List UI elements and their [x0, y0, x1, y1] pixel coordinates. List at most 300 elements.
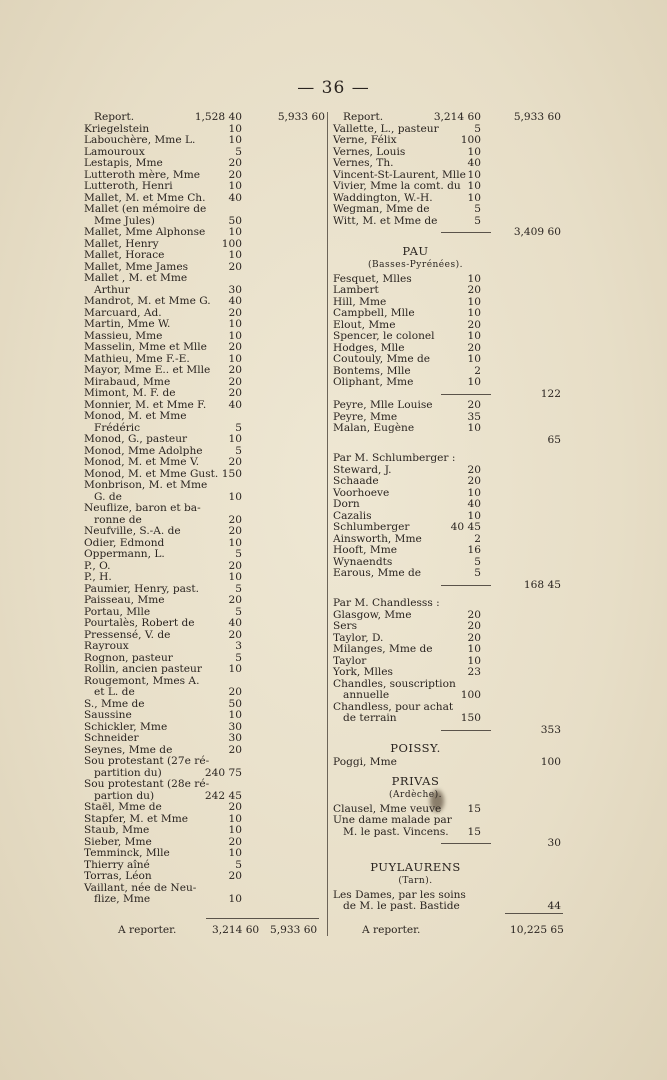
right-entry-row — [333, 158, 563, 170]
left-entry-name: Pourtalès, Robert de — [84, 617, 195, 629]
right-entry-row — [333, 112, 563, 124]
chandless-entry-name: Taylor, D. — [333, 631, 384, 644]
schlumberger-entry-amount: 10 — [467, 509, 481, 522]
chandless-entry-row — [333, 667, 563, 679]
left-entry-name: Schickler, Mme — [84, 720, 168, 733]
left-entry-name: Thierry aîné — [84, 858, 150, 871]
right-entry-amount: 3,214 60 — [433, 111, 481, 123]
schlumberger-total-rule — [441, 585, 491, 586]
left-entry-row — [84, 227, 324, 239]
left-entry-name: Mimont, M. F. de — [84, 387, 176, 399]
pau-entry-name: Oliphant, Mme — [333, 376, 414, 388]
left-entry-amount: 20 — [228, 870, 242, 882]
privas-title-row — [333, 773, 563, 790]
left-entry-amount: 20 — [228, 157, 242, 169]
spacer — [333, 239, 563, 246]
left-entry-amount: 40 — [228, 398, 242, 411]
right-entry-amount: 10 — [467, 191, 481, 204]
left-entry-name: Massieu, Mme — [84, 329, 163, 342]
left-entry-name: Mallet , M. et Mme — [84, 272, 188, 284]
left-entry-name: Labouchère, Mme L. — [84, 134, 196, 146]
right-entry-amount: 10 — [467, 145, 481, 158]
left-entry-name: Lutteroth, Henri — [84, 180, 173, 192]
left-entry-row — [84, 457, 324, 469]
left-entry-amount: 10 — [228, 180, 242, 192]
right-entry-name: Wegman, Mme de — [333, 203, 430, 215]
privas-entry-row — [333, 815, 563, 827]
schlumberger-entry-amount: 5 — [474, 567, 481, 579]
chandless-entry-name: annuelle — [343, 689, 390, 701]
pau-entry-name: Lambert — [333, 284, 379, 296]
left-entry-name: Monod, M. et Mme V. — [84, 456, 200, 468]
left-entry-name: partion du) — [94, 789, 155, 802]
privas-subtitle: (Ardèche). — [389, 789, 442, 800]
left-entry-name: Mirabaud, Mme — [84, 375, 171, 388]
left-entry-amount: 10 — [228, 893, 242, 905]
left-entry-name: Mallet, M. et Mme Ch. — [84, 191, 206, 204]
schlumberger-entry-name: Steward, J. — [333, 463, 392, 476]
chandless-entry-amount: 10 — [467, 654, 481, 667]
left-entry-name: Monnier, M. et Mme F. — [84, 398, 207, 411]
right-entry-name: Vincent-St-Laurent, Mlle — [333, 168, 466, 181]
right-entry-amount: 10 — [467, 180, 481, 192]
chandless-total: 353 — [540, 723, 561, 736]
chandless-entry-name: Glasgow, Mme — [333, 608, 412, 621]
right-entry-amount: 40 — [467, 157, 481, 169]
left-entry-amount: 20 — [228, 628, 242, 641]
left-entry-row — [84, 848, 324, 860]
paris-total: 3,409 60 — [513, 226, 561, 238]
pau-entry-amount: 10 — [467, 295, 481, 308]
left-entry-amount: 30 — [228, 720, 242, 733]
left-entry-amount: 10 — [228, 352, 242, 365]
left-entry-name: Mandrot, M. et Mme G. — [84, 295, 211, 307]
pau-entry-amount: 10 — [467, 330, 481, 342]
chandless-entry-name: Chandles, souscription — [333, 677, 456, 690]
left-entry-name: Marcuard, Ad. — [84, 306, 162, 319]
pau2-entry-amount: 35 — [467, 410, 481, 423]
pau2-entry-amount: 10 — [467, 422, 481, 434]
left-entry-amount: 20 — [228, 743, 242, 756]
chandless-entry-row — [333, 690, 563, 702]
pau-entry-amount: 10 — [467, 272, 481, 285]
chandless-total-row — [333, 725, 563, 737]
left-entry-name: ronne de — [94, 513, 142, 526]
left-footer-rule — [206, 918, 319, 919]
left-entry-name: partition du) — [94, 766, 162, 779]
chandless-entry-name: Chandless, pour achat — [333, 700, 454, 713]
left-entry-name: Mallet, Mme James — [84, 260, 189, 273]
left-entry-amount: 10 — [228, 663, 242, 675]
pau2-total: 65 — [547, 433, 561, 446]
left-entry-amount: 10 — [228, 122, 242, 135]
schlumberger-entry-row — [333, 488, 563, 500]
left-entry-name: Vaillant, née de Neu- — [84, 881, 197, 894]
chandless-entry-name: Sers — [333, 620, 358, 632]
schlumberger-entry-row — [333, 568, 563, 580]
right-entry-name: Vernes, Th. — [333, 157, 394, 169]
left-entry-name: Mathieu, Mme F.-E. — [84, 352, 190, 365]
left-entry-amount: 40 — [228, 617, 242, 629]
pau-entry-amount: 20 — [467, 341, 481, 354]
left-entry-name: Mallet, Henry — [84, 237, 159, 250]
left-entry-name: Portau, Mlle — [84, 605, 151, 618]
left-entry-name: Saussine — [84, 709, 132, 721]
left-entry-amount: 5 — [235, 582, 242, 595]
chandless-entry-amount: 10 — [467, 643, 481, 655]
left-entry-name: Rayroux — [84, 640, 129, 652]
left-entry-amount: 5 — [235, 605, 242, 618]
pau-entry-amount: 10 — [467, 307, 481, 319]
left-entry-row — [84, 641, 324, 653]
left-entry-name: P., H. — [84, 571, 112, 583]
right-entry-name: Vallette, L., pasteur — [333, 122, 439, 135]
left-entry-row — [84, 687, 324, 699]
left-entry-row — [84, 181, 324, 193]
left-entry-name: Seynes, Mme de — [84, 743, 173, 756]
puylaurens-entry-amount-total: 44 — [547, 900, 561, 912]
left-entry-row — [84, 480, 324, 492]
left-entry-name: Temminck, Mlle — [84, 847, 170, 859]
schlumberger-entry-amount: 40 — [467, 498, 481, 510]
left-entry-name: Neufville, S.-A. de — [84, 525, 181, 537]
left-entry-name: Neuflize, baron et ba- — [84, 502, 201, 514]
schlumberger-entry-name: Earous, Mme de — [333, 567, 422, 579]
pau-entry-name: Elout, Mme — [333, 318, 396, 331]
right-entry-name: Vernes, Louis — [333, 145, 406, 158]
puylaurens-entry-row — [333, 901, 563, 913]
left-entry-name: flize, Mme — [94, 893, 151, 905]
privas-total-rule — [441, 843, 491, 844]
left-entry-name: S., Mme de — [84, 697, 145, 710]
left-entry-name: Report. — [94, 111, 135, 123]
pau-subtitle-row — [333, 260, 563, 274]
right-entry-name: Report. — [343, 111, 384, 123]
privas-subtitle-row — [333, 790, 563, 804]
schlumberger-entry-name: Schaade — [333, 475, 379, 487]
left-entry-row — [84, 733, 324, 745]
left-entry-name: Arthur — [94, 283, 130, 296]
left-entry-name: Schneider — [84, 732, 139, 744]
chandless-entry-name: York, Mlles — [333, 666, 393, 678]
left-entry-amount: 40 — [228, 191, 242, 204]
pau-subtitle: (Basses-Pyrénées). — [368, 259, 463, 270]
pau2-entry-row — [333, 423, 563, 435]
chandless-entry-row — [333, 610, 563, 622]
left-entry-name: Mallet, Horace — [84, 249, 165, 261]
left-entry-row — [84, 710, 324, 722]
left-entry-name: Staub, Mme — [84, 824, 150, 836]
left-entry-row — [84, 825, 324, 837]
left-entry-name: Monod, M. et Mme Gust. — [84, 467, 219, 480]
left-entry-row — [84, 158, 324, 170]
pau-entry-name: Hill, Mme — [333, 295, 387, 308]
schlumberger-heading: Par M. Schlumberger : — [333, 452, 456, 464]
right-entry-row — [333, 204, 563, 216]
page-number: — 36 — — [297, 78, 370, 98]
left-entry-row — [84, 365, 324, 377]
poissy-entry-row — [333, 757, 563, 769]
pau2-total-row — [333, 435, 563, 447]
schlumberger-entry-amount: 2 — [474, 532, 481, 545]
left-entry-row — [84, 250, 324, 262]
puylaurens-entry-name: de M. le past. Bastide — [343, 900, 460, 912]
right-entry-amount: 5 — [474, 203, 481, 215]
privas-entry-amount: 15 — [467, 825, 481, 838]
left-entry-row — [84, 273, 324, 285]
left-entry-row — [84, 319, 324, 331]
left-entry-row — [84, 296, 324, 308]
left-entry-amount: 20 — [228, 513, 242, 526]
puylaurens-entry-name: Les Dames, par les soins — [333, 888, 466, 901]
right-entry-amount: 100 — [460, 134, 481, 146]
left-footer-label: A reporter. — [118, 924, 177, 936]
left-entry-name: Masselin, Mme et Mlle — [84, 341, 207, 353]
left-entry-row — [84, 802, 324, 814]
left-entry-amount: 50 — [228, 214, 242, 227]
left-entry-name: Pressensé, V. de — [84, 628, 171, 641]
left-entry-name: P., O. — [84, 559, 111, 572]
puylaurens-title: PUYLAURENS — [370, 859, 461, 874]
pau-entry-row — [333, 377, 563, 389]
left-entry-amount: 10 — [228, 709, 242, 721]
pau2-entry-row — [333, 400, 563, 412]
left-entry-amount: 10 — [228, 812, 242, 825]
pau-entry-row — [333, 354, 563, 366]
left-entry-name: Rougemont, Mmes A. — [84, 674, 200, 687]
chandless-entry-amount: 23 — [467, 666, 481, 678]
left-entry-amount: 5 — [235, 145, 242, 158]
schlumberger-entry-name: Dorn — [333, 498, 360, 510]
puylaurens-title-row — [333, 859, 563, 876]
right-footer-label: A reporter. — [362, 924, 421, 936]
poissy-entry-name: Poggi, Mme — [333, 756, 397, 768]
schlumberger-entry-name: Hooft, Mme — [333, 544, 398, 556]
pau-entry-name: Coutouly, Mme de — [333, 353, 431, 365]
left-entry-name: Lutteroth mère, Mme — [84, 168, 201, 181]
left-entry-amount: 150 — [221, 467, 242, 480]
left-entry-amount: 20 — [228, 559, 242, 572]
left-entry-amount: 10 — [228, 249, 242, 261]
chandless-entry-name: Taylor — [333, 654, 367, 667]
left-entry-row — [84, 756, 324, 768]
left-entry-amount: 5 — [235, 444, 242, 457]
left-entry-amount: 242 45 — [204, 789, 242, 802]
left-entry-amount: 20 — [228, 387, 242, 399]
privas-entry-name: Clausel, Mme veuve — [333, 802, 442, 815]
pau-entry-amount: 2 — [474, 364, 481, 377]
right-footer-amount-total: 10,225 65 — [510, 924, 564, 936]
schlumberger-total: 168 45 — [523, 578, 561, 591]
left-entry-amount: 100 — [221, 237, 242, 250]
left-footer-amount-total: 5,933 60 — [270, 924, 318, 936]
left-entry-row — [84, 434, 324, 446]
pau-entry-name: Hodges, Mlle — [333, 341, 405, 354]
schlumberger-entry-amount: 10 — [467, 486, 481, 499]
left-entry-name: Oppermann, L. — [84, 548, 165, 560]
pau-entry-name: Fesquet, Mlles — [333, 272, 412, 285]
left-footer-amount: 3,214 60 — [212, 924, 260, 936]
pau-title: PAU — [402, 243, 429, 258]
left-entry-name: Lestapis, Mme — [84, 157, 163, 169]
left-entry-name: Rognon, pasteur — [84, 651, 173, 664]
pau-entry-name: Bontems, Mlle — [333, 364, 411, 377]
privas-entry-amount: 15 — [467, 802, 481, 815]
right-entry-name: Witt, M. et Mme de — [333, 214, 438, 227]
left-entry-amount: 20 — [228, 525, 242, 537]
left-entry-row — [84, 595, 324, 607]
left-entry-row — [84, 526, 324, 538]
left-entry-amount: 20 — [228, 801, 242, 813]
left-entry-name: Staël, Mme de — [84, 801, 162, 813]
left-column — [84, 112, 324, 906]
left-entry-name: Mallet (en mémoire de — [84, 203, 207, 215]
pau-total-rule — [441, 394, 491, 395]
chandless-entry-row — [333, 713, 563, 725]
poissy-title: POISSY. — [390, 741, 441, 755]
left-entry-amount: 20 — [228, 594, 242, 606]
schlumberger-entry-name: Schlumberger — [333, 521, 410, 533]
poissy-title-row — [333, 743, 563, 757]
chandless-entry-amount: 20 — [467, 631, 481, 644]
left-entry-amount: 10 — [228, 571, 242, 583]
schlumberger-total-row — [333, 580, 563, 592]
left-entry-amount: 20 — [228, 168, 242, 181]
left-entry-amount: 10 — [228, 318, 242, 330]
left-entry-name: Sou protestant (28e ré- — [84, 778, 210, 790]
privas-total: 30 — [547, 837, 561, 849]
left-entry-name: Paumier, Henry, past. — [84, 582, 199, 595]
schlumberger-entry-row — [333, 476, 563, 488]
left-entry-amount: 50 — [228, 697, 242, 710]
chandless-entry-amount: 100 — [460, 689, 481, 701]
privas-total-row — [333, 838, 563, 850]
left-entry-amount: 20 — [228, 375, 242, 388]
right-footer-rule — [505, 913, 563, 914]
left-entry-row — [84, 664, 324, 676]
left-entry-row — [84, 561, 324, 573]
pau2-entry-name: Malan, Eugène — [333, 422, 415, 434]
pau-total: 122 — [540, 387, 561, 400]
left-entry-row — [84, 779, 324, 791]
left-entry-amount: 10 — [228, 824, 242, 836]
schlumberger-entry-row — [333, 545, 563, 557]
right-column — [333, 112, 563, 913]
left-entry-name: Sou protestant (27e ré- — [84, 755, 210, 767]
paris-total-rule — [441, 232, 491, 233]
left-entry-amount: 240 75 — [204, 766, 242, 779]
left-entry-row — [84, 549, 324, 561]
right-entry-name: Vivier, Mme la comt. du — [333, 180, 461, 192]
left-entry-name: Monbrison, M. et Mme — [84, 479, 208, 491]
left-entry-row — [84, 342, 324, 354]
left-entry-amount: 40 — [228, 295, 242, 307]
paris-total-row — [333, 227, 563, 239]
left-entry-row — [84, 388, 324, 400]
left-entry-amount: 20 — [228, 456, 242, 468]
pau-entry-amount: 10 — [467, 353, 481, 365]
chandless-entry-row — [333, 644, 563, 656]
left-entry-name: Sieber, Mme — [84, 835, 152, 848]
schlumberger-entry-row — [333, 499, 563, 511]
pau-entry-row — [333, 331, 563, 343]
left-entry-name: Mallet, Mme Alphonse — [84, 226, 206, 238]
left-entry-amount: 10 — [228, 847, 242, 859]
chandless-heading-row — [333, 598, 563, 610]
schlumberger-entry-name: Wynaendts — [333, 555, 393, 568]
privas-entry-row — [333, 827, 563, 839]
privas-entry-name: M. le past. Vincens. — [343, 825, 449, 838]
chandless-total-rule — [441, 730, 491, 731]
chandless-entry-name: de terrain — [343, 712, 397, 724]
left-entry-amount: 30 — [228, 732, 242, 744]
schlumberger-entry-amount: 5 — [474, 555, 481, 568]
pau-entry-row — [333, 308, 563, 320]
pau-title-row — [333, 243, 563, 260]
left-entry-name: Rollin, ancien pasteur — [84, 663, 202, 675]
left-entry-amount: 10 — [228, 329, 242, 342]
left-entry-row — [84, 871, 324, 883]
left-entry-amount: 5 — [235, 858, 242, 871]
chandless-entry-row — [333, 621, 563, 633]
left-entry-amount-total: 5,933 60 — [277, 111, 325, 123]
left-entry-amount: 30 — [228, 283, 242, 296]
left-entry-amount: 10 — [228, 433, 242, 445]
schlumberger-entry-name: Ainsworth, Mme — [333, 532, 422, 545]
chandless-entry-name: Milanges, Mme de — [333, 643, 433, 655]
puylaurens-subtitle: (Tarn). — [398, 875, 433, 886]
pau-entry-name: Campbell, Mlle — [333, 307, 415, 319]
left-entry-row — [84, 411, 324, 423]
left-entry-amount: 5 — [235, 421, 242, 434]
left-entry-amount: 10 — [228, 226, 242, 238]
left-entry-name: G. de — [94, 490, 122, 503]
poissy-entry-amount-total: 100 — [540, 756, 561, 768]
schlumberger-entry-amount: 16 — [467, 544, 481, 556]
left-entry-name: Monod, M. et Mme — [84, 410, 187, 422]
left-entry-amount: 3 — [235, 640, 242, 652]
spacer — [333, 769, 563, 776]
schlumberger-entry-amount: 20 — [467, 463, 481, 476]
right-entry-amount: 10 — [467, 168, 481, 181]
left-entry-amount: 10 — [228, 536, 242, 549]
left-entry-amount: 20 — [228, 260, 242, 273]
left-entry-amount: 1,528 40 — [194, 111, 242, 123]
pau-entry-amount: 20 — [467, 284, 481, 296]
pau2-entry-name: Peyre, Mme — [333, 410, 398, 423]
puylaurens-subtitle-row — [333, 876, 563, 890]
schlumberger-entry-name: Cazalis — [333, 509, 372, 522]
left-entry-amount: 10 — [228, 134, 242, 146]
left-entry-amount: 20 — [228, 364, 242, 376]
schlumberger-entry-amount: 20 — [467, 475, 481, 487]
left-entry-row — [84, 135, 324, 147]
right-entry-row — [333, 181, 563, 193]
left-entry-name: Torras, Léon — [84, 870, 152, 882]
left-entry-amount: 20 — [228, 341, 242, 353]
pau-entry-name: Spencer, le colonel — [333, 330, 435, 342]
right-entry-amount-total: 5,933 60 — [513, 111, 561, 123]
chandless-entry-amount: 150 — [460, 712, 481, 724]
left-entry-name: et L. de — [94, 686, 135, 698]
left-entry-row — [84, 112, 324, 124]
left-entry-name: Odier, Edmond — [84, 536, 165, 549]
left-entry-name: Mayor, Mme E.. et Mlle — [84, 364, 211, 376]
left-entry-name: Monod, Mme Adolphe — [84, 444, 203, 457]
pau2-entry-name: Peyre, Mlle Louise — [333, 399, 433, 411]
left-entry-amount: 20 — [228, 306, 242, 319]
right-entry-amount: 5 — [474, 122, 481, 135]
